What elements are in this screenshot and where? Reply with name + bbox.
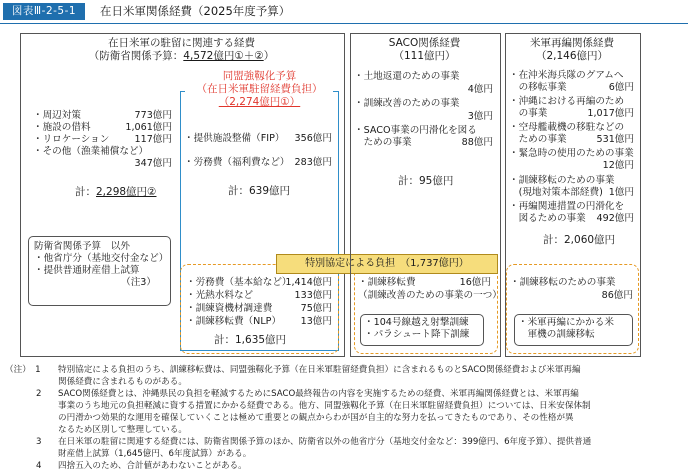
hns-title-line3: （2,274億円①） — [218, 96, 301, 108]
note-number: 3 — [36, 437, 42, 447]
figure-tag: 図表Ⅲ-2-5-1 — [3, 3, 85, 20]
saco-item-value: 3億円 — [467, 111, 493, 122]
sma-item-label: ・訓練移転費（NLP） — [186, 316, 282, 327]
note-line: 関係経費に含まれるものがある。 — [58, 377, 187, 387]
sma-item-value: 13億円 — [300, 316, 332, 327]
item-value: 347億円 — [134, 158, 172, 169]
item-label: ・その他（漁業補償など） — [33, 146, 149, 157]
realign-item-value: 1億円 — [608, 187, 634, 198]
hns-item-label: ・労務費（福利費など） — [184, 157, 290, 168]
realign-item-label: (現地対策本部経費) — [509, 187, 603, 198]
hns-item-value: 356億円 — [294, 133, 332, 144]
item-value: 1,061億円 — [125, 122, 172, 133]
item-value: 773億円 — [134, 110, 172, 121]
saco-item-label: ・SACO事業の円滑化を図る — [354, 125, 477, 136]
item-label: ・周辺対策 — [33, 110, 81, 121]
realign-item-label: の移転事業 — [509, 82, 567, 93]
realign-item-label: ・在沖米海兵隊のグアムへ — [509, 70, 624, 81]
saco-subheading: （111億円） — [393, 50, 456, 62]
note-line: の円滑かつ効果的な運用を確保していくことは極めて重要との観点からわが国が自主的な努力を払ってきたものであり、その性格が異 — [58, 413, 574, 423]
realign-item-value: 12億円 — [602, 160, 634, 171]
saco-item-label: ・土地返還のための事業 — [354, 71, 460, 82]
saco-sma-value: 16億円 — [459, 277, 491, 288]
realign-item-label: ・訓練移転のための事業 — [509, 175, 615, 186]
subheading-suffix: ） — [263, 50, 275, 62]
sma-total: 計：1,635億円 — [214, 334, 287, 346]
non-defense-line: （注3） — [121, 277, 156, 288]
total-prefix: 計： — [75, 186, 96, 198]
hns-item-label: ・提供施設整備（FIP） — [184, 133, 285, 144]
item-label: ・リロケーション — [33, 134, 110, 145]
note-line: 四捨五入のため、合計値があわないことがある。 — [58, 461, 247, 471]
total-value: 2,298億円② — [96, 186, 157, 198]
item-value: 117億円 — [134, 134, 172, 145]
note-line: 財産借上試算（1,645億円、6年度試算）がある。 — [58, 449, 252, 459]
note-number: 4 — [36, 461, 42, 471]
realign-item-label: ・緊急時の使用のための事業 — [509, 148, 634, 159]
realign-item-label: ・再編関連措置の円滑化を — [509, 201, 625, 212]
realign-heading: 米軍再編関係経費 — [530, 37, 614, 49]
non-defense-line: ・他省庁分（基地交付金など） — [34, 253, 169, 264]
hns-title-line1: 同盟強靱化予算 — [222, 70, 297, 82]
saco-training-line: ・104号線越え射撃訓練 — [364, 317, 469, 328]
realign-item-label: ・空母艦載機の移駐などの — [509, 122, 625, 133]
realign-item-label: の事業 — [509, 108, 548, 119]
realign-item-value: 531億円 — [596, 134, 634, 145]
realign-item-value: 1,017億円 — [587, 108, 634, 119]
stationing-total — [75, 186, 156, 198]
hns-total: 計：639億円 — [228, 185, 291, 197]
saco-heading: SACO関係経費 — [388, 37, 461, 49]
sma-item-label: ・光熱水料など — [186, 290, 254, 301]
stationing-heading: 在日米軍の駐留に関連する経費 — [108, 37, 255, 49]
sma-item-value: 1,414億円 — [285, 277, 332, 288]
subheading-value: 4,572億円①＋② — [183, 50, 264, 62]
item-label: ・施設の借料 — [33, 122, 91, 133]
realign-total: 計：2,060億円 — [543, 234, 616, 246]
realign-item-value: 492億円 — [596, 213, 634, 224]
subheading-prefix: （防衛省関係予算： — [88, 50, 184, 62]
realign-item-label: ・沖縄における再編のため — [509, 96, 625, 107]
sma-item-value: 75億円 — [300, 303, 332, 314]
note-line: 特別協定による負担のうち、訓練移転費は、同盟強靱化予算（在日米軍駐留経費負担）に含まれるものとSACO関係経費および米軍再編 — [58, 365, 581, 375]
note-line: 在日米軍の駐留に関連する経費には、防衛省関係予算のほか、防衛省以外の他省庁分（基地交付金など：399億円、6年度予算）、提供普通 — [58, 437, 592, 447]
figure-title: 在日米軍関係経費（2025年度予算） — [100, 4, 291, 18]
realign-training-line: ・米軍再編にかかる米 — [518, 317, 614, 328]
non-defense-line: ・提供普通財産借上試算 — [34, 265, 140, 276]
note-number: 2 — [36, 389, 42, 399]
saco-item-value: 88億円 — [461, 137, 493, 148]
note-line: なるため区別して整理している。 — [58, 425, 187, 435]
sma-item-label: ・訓練資機材調達費 — [186, 303, 273, 314]
saco-training-line: ・パラシュート降下訓練 — [364, 329, 470, 340]
realign-training-line: 軍機の訓練移転 — [518, 329, 595, 340]
sma-item-label: ・労務費（基本給など） — [186, 277, 292, 288]
note-label: （注） 1 — [5, 365, 41, 375]
realign-sma-label: ・訓練移転のための事業 — [510, 277, 616, 288]
note-line: 事業のうち地元の負担軽減に資する措置にかかる経費である。他方、同盟強靱化予算（在日米軍駐留経費負担）については、日米安保体制 — [58, 401, 591, 411]
stationing-subheading — [20, 50, 343, 62]
realign-sma-value: 86億円 — [601, 290, 633, 301]
non-defense-line: 防衛省関係予算 以外 — [34, 241, 130, 252]
hns-item-value: 283億円 — [294, 157, 332, 168]
saco-item-label: ・訓練改善のための事業 — [354, 98, 460, 109]
realign-item-value: 6億円 — [608, 82, 634, 93]
saco-sma-label: ・訓練移転費 — [358, 277, 416, 288]
realign-item-label: ための事業 — [509, 134, 567, 145]
note-line: SACO関係経費とは、沖縄県民の負担を軽減するためにSACO最終報告の内容を実施するための経費、米軍再編関係経費とは、米軍再編 — [58, 389, 579, 399]
special-agreement-banner: 特別協定による負担 （1,737億円） — [276, 254, 498, 274]
saco-sma-note: （訓練改善のための事業の一つ） — [358, 290, 502, 301]
saco-item-value: 4億円 — [467, 84, 493, 95]
realign-item-label: 図るための事業 — [509, 213, 586, 224]
hns-title-line2: （在日米軍駐留経費負担） — [196, 83, 323, 95]
sma-item-value: 133億円 — [294, 290, 332, 301]
realign-subheading: （2,146億円） — [535, 50, 609, 62]
saco-total: 計：95億円 — [398, 175, 454, 187]
header-divider — [0, 23, 688, 24]
saco-item-label: ための事業 — [354, 137, 412, 148]
